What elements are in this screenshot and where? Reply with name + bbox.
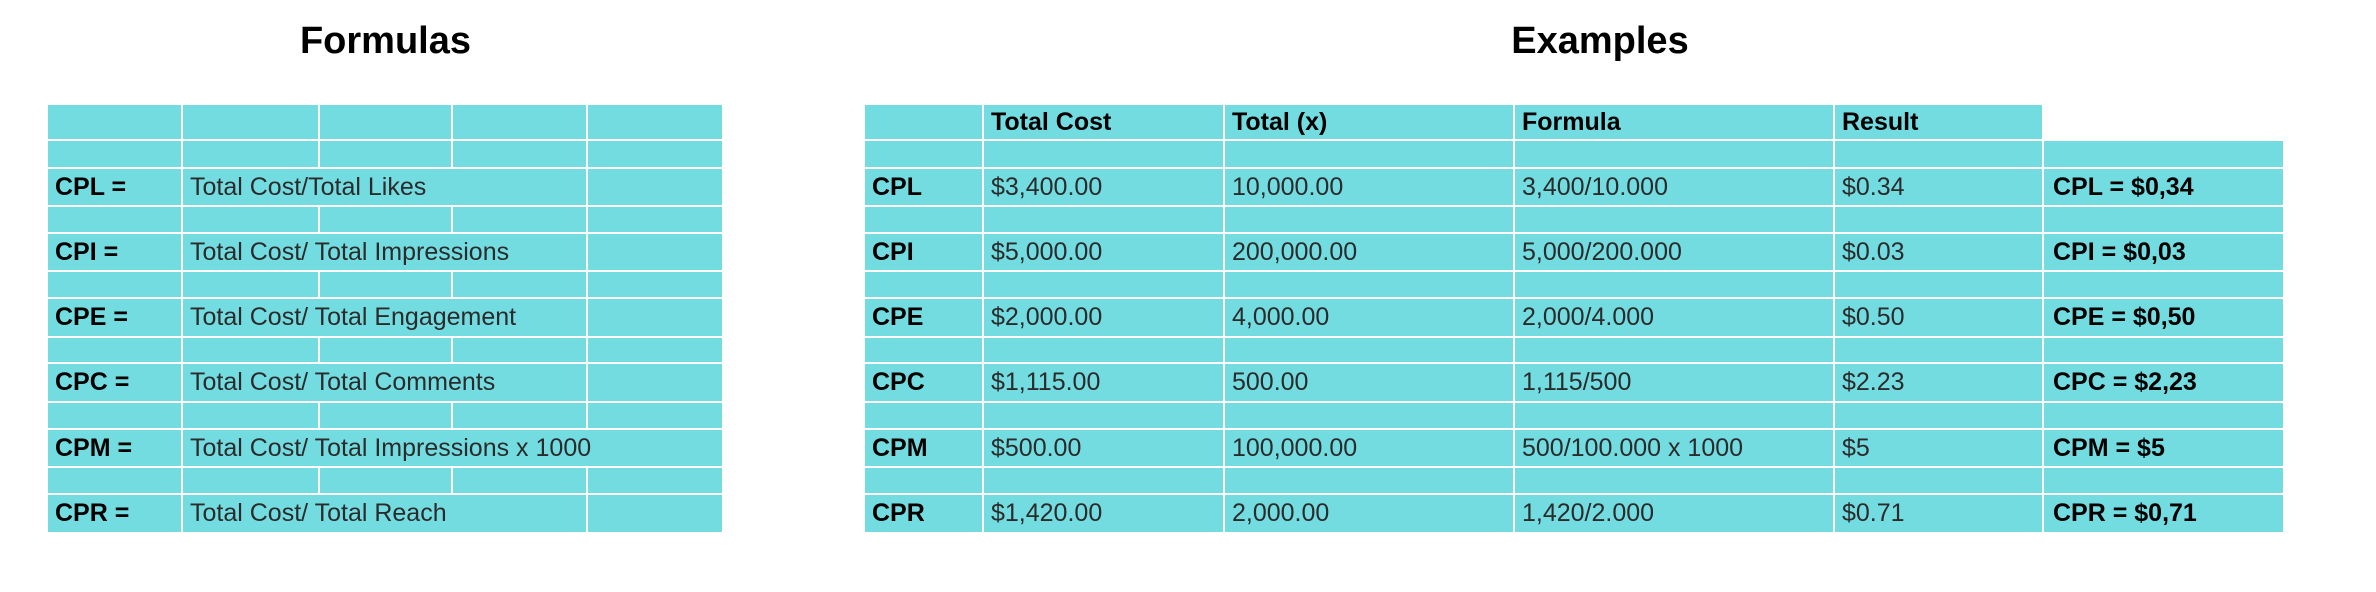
empty-cell bbox=[48, 207, 181, 232]
example-summary-cell: CPC = $2,23 bbox=[2044, 364, 2283, 401]
empty-cell bbox=[865, 468, 982, 493]
empty-cell bbox=[453, 338, 586, 362]
empty-cell bbox=[320, 141, 451, 167]
example-formula-cell: 1,115/500 bbox=[1515, 364, 1833, 401]
empty-cell bbox=[1835, 403, 2042, 428]
empty-cell bbox=[2044, 272, 2283, 297]
formula-description-cell: Total Cost/ Total Comments bbox=[183, 364, 586, 401]
example-result-cell: $0.34 bbox=[1835, 169, 2042, 205]
formulas-table bbox=[48, 105, 722, 532]
empty-cell bbox=[1835, 338, 2042, 362]
example-result-cell: $2.23 bbox=[1835, 364, 2042, 401]
example-total-x-cell: 10,000.00 bbox=[1225, 169, 1513, 205]
example-formula-cell: 1,420/2.000 bbox=[1515, 495, 1833, 532]
empty-cell bbox=[183, 403, 318, 428]
formula-label-cell: CPC = bbox=[48, 364, 181, 401]
formula-description-cell: Total Cost/ Total Engagement bbox=[183, 299, 586, 336]
example-summary-cell: CPR = $0,71 bbox=[2044, 495, 2283, 532]
example-total-x-cell: 2,000.00 bbox=[1225, 495, 1513, 532]
empty-cell bbox=[588, 234, 722, 270]
empty-cell bbox=[1835, 272, 2042, 297]
empty-cell bbox=[588, 364, 722, 401]
empty-cell bbox=[1225, 207, 1513, 232]
empty-cell bbox=[1835, 468, 2042, 493]
empty-cell bbox=[984, 207, 1223, 232]
example-total-cost-cell: $3,400.00 bbox=[984, 169, 1223, 205]
example-result-cell: $0.71 bbox=[1835, 495, 2042, 532]
empty-cell bbox=[865, 272, 982, 297]
empty-cell bbox=[453, 141, 586, 167]
empty-cell bbox=[984, 403, 1223, 428]
examples-table bbox=[865, 105, 2283, 532]
empty-cell bbox=[1835, 207, 2042, 232]
example-label-cell: CPI bbox=[865, 234, 982, 270]
empty-cell bbox=[1515, 468, 1833, 493]
example-label-cell: CPR bbox=[865, 495, 982, 532]
empty-cell bbox=[588, 169, 722, 205]
empty-cell bbox=[2044, 403, 2283, 428]
empty-cell bbox=[453, 272, 586, 297]
formula-label-cell: CPE = bbox=[48, 299, 181, 336]
empty-cell bbox=[2044, 207, 2283, 232]
example-summary-cell: CPI = $0,03 bbox=[2044, 234, 2283, 270]
empty-cell bbox=[453, 468, 586, 493]
empty-cell bbox=[183, 468, 318, 493]
header-cell-blank bbox=[865, 105, 982, 139]
empty-cell bbox=[2044, 338, 2283, 362]
empty-cell bbox=[183, 141, 318, 167]
empty-cell bbox=[1225, 403, 1513, 428]
example-total-cost-cell: $2,000.00 bbox=[984, 299, 1223, 336]
empty-cell bbox=[320, 338, 451, 362]
empty-cell bbox=[1515, 403, 1833, 428]
example-formula-cell: 500/100.000 x 1000 bbox=[1515, 430, 1833, 466]
empty-cell bbox=[48, 105, 181, 139]
empty-cell bbox=[320, 403, 451, 428]
example-label-cell: CPL bbox=[865, 169, 982, 205]
empty-cell bbox=[865, 141, 982, 167]
header-cell-total-x: Total (x) bbox=[1225, 105, 1513, 139]
empty-cell bbox=[588, 141, 722, 167]
empty-cell bbox=[588, 207, 722, 232]
empty-cell bbox=[984, 468, 1223, 493]
example-formula-cell: 5,000/200.000 bbox=[1515, 234, 1833, 270]
empty-cell bbox=[1225, 141, 1513, 167]
empty-cell bbox=[1225, 468, 1513, 493]
empty-cell bbox=[48, 141, 181, 167]
empty-cell bbox=[2044, 105, 2283, 139]
formula-description-cell: Total Cost/ Total Impressions x 1000 bbox=[183, 430, 722, 466]
example-label-cell: CPC bbox=[865, 364, 982, 401]
example-total-x-cell: 200,000.00 bbox=[1225, 234, 1513, 270]
empty-cell bbox=[588, 468, 722, 493]
empty-cell bbox=[453, 403, 586, 428]
empty-cell bbox=[1225, 338, 1513, 362]
example-summary-cell: CPM = $5 bbox=[2044, 430, 2283, 466]
example-result-cell: $5 bbox=[1835, 430, 2042, 466]
empty-cell bbox=[453, 207, 586, 232]
empty-cell bbox=[1225, 272, 1513, 297]
example-result-cell: $0.50 bbox=[1835, 299, 2042, 336]
empty-cell bbox=[183, 272, 318, 297]
empty-cell bbox=[984, 338, 1223, 362]
empty-cell bbox=[48, 338, 181, 362]
formula-label-cell: CPM = bbox=[48, 430, 181, 466]
empty-cell bbox=[588, 495, 722, 532]
example-summary-cell: CPE = $0,50 bbox=[2044, 299, 2283, 336]
empty-cell bbox=[320, 272, 451, 297]
empty-cell bbox=[588, 105, 722, 139]
examples-title: Examples bbox=[1511, 20, 1689, 62]
empty-cell bbox=[183, 207, 318, 232]
example-formula-cell: 3,400/10.000 bbox=[1515, 169, 1833, 205]
empty-cell bbox=[865, 207, 982, 232]
formula-label-cell: CPI = bbox=[48, 234, 181, 270]
empty-cell bbox=[588, 299, 722, 336]
header-cell-formula: Formula bbox=[1515, 105, 1833, 139]
example-total-cost-cell: $1,420.00 bbox=[984, 495, 1223, 532]
empty-cell bbox=[2044, 141, 2283, 167]
example-total-cost-cell: $1,115.00 bbox=[984, 364, 1223, 401]
empty-cell bbox=[588, 272, 722, 297]
example-formula-cell: 2,000/4.000 bbox=[1515, 299, 1833, 336]
empty-cell bbox=[1515, 141, 1833, 167]
empty-cell bbox=[453, 105, 586, 139]
empty-cell bbox=[865, 403, 982, 428]
empty-cell bbox=[48, 468, 181, 493]
example-total-x-cell: 4,000.00 bbox=[1225, 299, 1513, 336]
empty-cell bbox=[183, 338, 318, 362]
formula-description-cell: Total Cost/ Total Reach bbox=[183, 495, 586, 532]
empty-cell bbox=[1515, 207, 1833, 232]
header-cell-result: Result bbox=[1835, 105, 2042, 139]
empty-cell bbox=[865, 338, 982, 362]
formula-label-cell: CPL = bbox=[48, 169, 181, 205]
example-label-cell: CPM bbox=[865, 430, 982, 466]
empty-cell bbox=[984, 141, 1223, 167]
empty-cell bbox=[320, 207, 451, 232]
example-result-cell: $0.03 bbox=[1835, 234, 2042, 270]
empty-cell bbox=[183, 105, 318, 139]
example-total-x-cell: 500.00 bbox=[1225, 364, 1513, 401]
empty-cell bbox=[588, 403, 722, 428]
example-summary-cell: CPL = $0,34 bbox=[2044, 169, 2283, 205]
formula-description-cell: Total Cost/ Total Impressions bbox=[183, 234, 586, 270]
empty-cell bbox=[1515, 338, 1833, 362]
formula-label-cell: CPR = bbox=[48, 495, 181, 532]
empty-cell bbox=[2044, 468, 2283, 493]
empty-cell bbox=[1515, 272, 1833, 297]
example-total-cost-cell: $5,000.00 bbox=[984, 234, 1223, 270]
empty-cell bbox=[320, 468, 451, 493]
example-total-x-cell: 100,000.00 bbox=[1225, 430, 1513, 466]
formula-description-cell: Total Cost/Total Likes bbox=[183, 169, 586, 205]
empty-cell bbox=[48, 403, 181, 428]
formulas-title: Formulas bbox=[299, 20, 472, 62]
empty-cell bbox=[48, 272, 181, 297]
example-total-cost-cell: $500.00 bbox=[984, 430, 1223, 466]
empty-cell bbox=[320, 105, 451, 139]
empty-cell bbox=[984, 272, 1223, 297]
empty-cell bbox=[588, 338, 722, 362]
empty-cell bbox=[1835, 141, 2042, 167]
header-cell-total-cost: Total Cost bbox=[984, 105, 1223, 139]
example-label-cell: CPE bbox=[865, 299, 982, 336]
